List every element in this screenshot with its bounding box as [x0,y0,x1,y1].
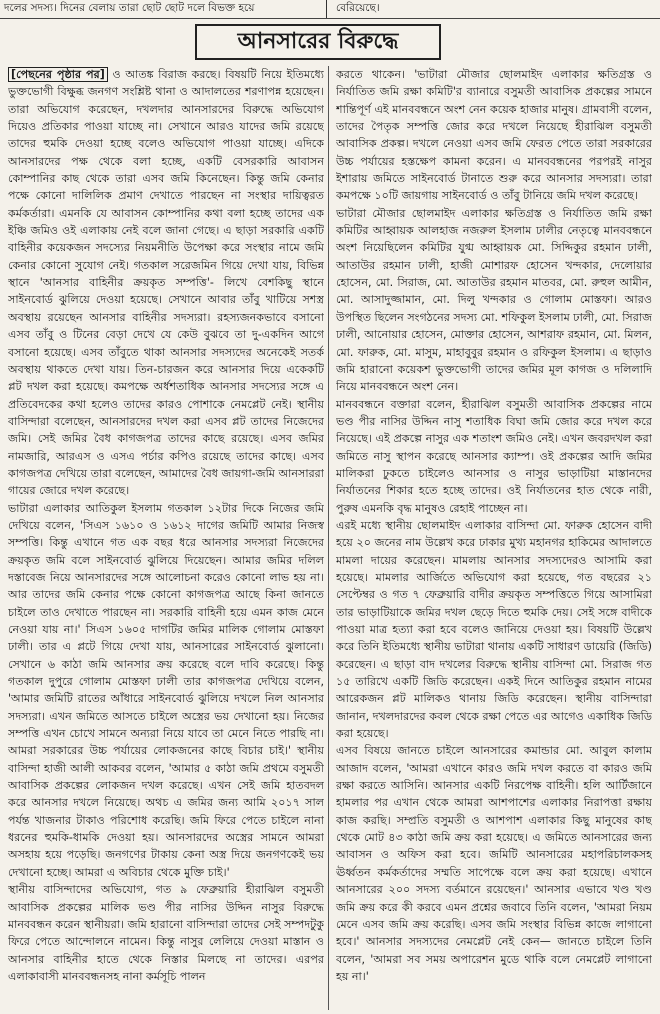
article-paragraph: ভাটারা এলাকার আতিকুল ইসলাম গতকাল ১২টার দিকে নিজের জমি দেখিয়ে বলেন, 'সিএস ১৬১০ ও ১৬১২ দাগের জমিটি আমার নিজস্ব সম্পত্তি। কিন্তু এখানে গত এক বছর ধরে আনসার সদস্যরা নিজেদের ক্রয়কৃত জমি বলে সাইনবোর্ড ঝুলিয়ে দিয়েছেন। আমার জমির দলিল দস্তাবেজ নিয়ে আনসারদের সঙ্গে আলোচনা করেও কোনো লাভ হয় না। আর তাদের জমি কেনার পক্ষে কোনো কাগজপত্র আছে কিনা জানতে চাইলে তাও দেখাতে পারছেন না। সরকারি বাহিনী হয়ে এমন কাজ মেনে নেওয়া যায় না।' সিএস ১৬০৫ দাগটির জমির মালিক গোলাম মোস্তফা ঢালী। তার এ প্লটে গিয়ে দেখা যায়, আনসারের সাইনবোর্ড ঝুলানো। সেখানে ৬ কাঠা জমি আনসার ক্রয় করেছে বলে দাবি করেছে। কিন্তু গতকাল দুপুরে গোলাম মোস্তফা ঢালী তার কাগজপত্র দেখিয়ে বলেন, 'আমার জমিটি রাতের আঁধারে সাইনবোর্ড ঝুলিয়ে দখলে নিল আনসার সদস্যরা। এখন জমিতে আসতে চাইলে অস্ত্রের ভয় দেখানো হয়। নিজের সম্পত্তি এখন চোখে সামনে অন্যরা নিয়ে যাবে তা মেনে নিতে পারছি না। আমরা সরকারের উচ্চ পর্যায়ের লোকজনের কাছে বিচার চাই।' স্থানীয় বাসিন্দা হাজী আলী আকবর বলেন, 'আমার ৫ কাঠা জমি প্রথমে বসুমতী আবাসিক প্রকল্পের লোকজন দখল করেছে। এখন সেই জমি হাতবদল করে আনসার দখলে নিয়েছে। অথচ এ জমির জন্য আমি ২০১৭ সাল পর্যন্ত খাজনার টাকাও পরিশোধ করেছি। জমি ফিরে পেতে চাইলে নানা ধরনের হুমকি-ধামকি দেওয়া হয়। আনসারদের অস্ত্রের সামনে আমরা অসহায় হয়ে পড়েছি। জনগণের টাকায় কেনা অস্ত্র দিয়ে জনগণকেই ভয় দেখানো হচ্ছে। আমরা এ অবিচার থেকে মুক্তি চাই।' [8,501,324,879]
article-paragraph [8,66,324,500]
article-headline: আনসারের বিরুদ্ধে [195,24,441,60]
article-paragraph: করতে থাকেন। 'ভাটারা মৌজার ছোলমাইদ এলাকার ক্ষতিগ্রস্ত ও নির্যাতিত জমি রক্ষা কমিটি'র ব্যানারে বসুমতী আবাসিক প্রকল্পের সামনে শান্তিপূর্ণ এই মানববন্ধনে অংশ নেন কয়েক হাজার মানুষ। গ্রামবাসী বলেন, তাদের পৈতৃক সম্পত্তি জোর করে দখলে নিয়েছে হীরাঝিল বসুমতী আবাসিক প্রকল্প। দখলে নেওয়া এসব জমি ফেরত পেতে তারা সরকারের উচ্চ পর্যায়ের হস্তক্ষেপ কামনা করেন। এ মানববন্ধনের পরপরই নাসুর ইশারায় জমিতে সাইনবোর্ড টানাতে শুরু করে আনসার সদস্যরা। তারা কমপক্ষে ১০টি জায়গায় সাইনবোর্ড ও তাঁবু টানিয়ে জমি দখল করেছে। [336,68,652,203]
article-paragraph: এরই মধ্যে স্থানীয় ছোলমাইদ এলাকার বাসিন্দা মো. ফারুক হোসেন বাদী হয়ে ২০ জনের নাম উল্লেখ করে ঢাকার মুখ্য মহানগর হাকিমের আদালতে মামলা দায়ের করেছেন। মামলায় আনসার সদস্যদেরও আসামি করা হয়েছে। মামলার আর্জিতে অভিযোগ করা হয়েছে, গত বছরের ২১ সেপ্টেম্বর ও গত ৭ ফেব্রুয়ারি বাদীর ক্রয়কৃত সম্পত্তিতে গিয়ে আসামিরা তার ভাড়াটিয়াকে জমির দখল ছেড়ে দিতে হুমকি দেয়। সেই সঙ্গে বাদীকে পাওয়া মাত্র হত্যা করা হবে বলেও জানিয়ে দেওয়া হয়। বিষয়টি উল্লেখ করে তিনি ইতিমধ্যে স্থানীয় ভাটারা থানায় একটি সাধারণ ডায়েরি (জিডি) করেছেন। এ ছাড়া বাদ দখলের বিরুদ্ধে স্থানীয় বাসিন্দা মো. সিরাজ গত ১৫ তারিখে একটি জিডি করেছেন। একই দিনে আতিকুর রহমান নামের আরেকজন প্লট মালিকও থানায় জিডি করেছেন। স্থানীয় বাসিন্দারা জানান, দখলদারদের কবল থেকে রক্ষা পেতে এর আগেও একাধিক জিডি করা হয়েছে। [336,518,652,741]
continued-from-marker: [পেছনের পৃষ্ঠার পর] [8,67,108,82]
previous-article-fragment-right: বেরিয়েছে। [336,2,380,14]
article-column-left [8,66,324,1010]
article-paragraph-text: ও আতঙ্ক বিরাজ করছে। বিষয়টি নিয়ে ইতিমধ্যে ভুক্তভোগী বিক্ষুব্ধ জনগণ সংশ্লিষ্ট থানা ও আদালতের শরণাপন্ন হয়েছেন। তারা অভিযোগ করেছেন, দখলদার আনসারদের বিরুদ্ধে অভিযোগ দিয়েও প্রতিকার পাওয়া যাচ্ছে না। সেখানে আরও যাদের জমি রয়েছে তাদের হুমকি দেওয়া হচ্ছে বলেও অভিযোগ পাওয়া যাচ্ছে। এদিকে আনসারদের পক্ষ থেকে বলা হচ্ছে, একটি বেসরকারি আবাসন কোম্পানির কাছ থেকে তারা এসব জমি কিনেছেন। কিন্তু জমি কেনার পক্ষে কোনো দালিলিক প্রমাণ দেখাতে পারছেন না সংস্থার দায়িত্বরত কর্মকর্তারা। এমনকি যে আবাসন কোম্পানির কথা বলা হচ্ছে তাদের এক ইঞ্চি জমিও ওই এলাকায় নেই বলে জানা গেছে। এ ছাড়া সরকারি একটি বাহিনীর কয়েকজন সদস্যের নিয়মনীতি উপেক্ষা করে সংস্থার নামে জমি কেনার কোনো সুযোগ নেই। গতকাল সরেজমিন গিয়ে দেখা যায়, বিভিন্ন স্থানে 'আনসার বাহিনীর ক্রয়কৃত সম্পত্তি'- লিখে বেশকিছু স্থানে সাইনবোর্ড ঝুলিয়ে দেওয়া হয়েছে। সেখানে আবার তাঁবু খাটিয়ে সশস্ত্র অবস্থায় রয়েছেন আনসার বাহিনীর সদস্যরা। রহস্যজনকভাবে বসানো এসব তাঁবু ও টিনের বেড়া দেখে যে কেউ বুঝবে তা দু-একদিন আগে বসানো হয়েছে। এসব তাঁবুতে থাকা আনসার সদস্যদের অনেকেই সতর্ক অবস্থায় থাকতে দেখা যায়। তিন-চারজন করে আনসার দিয়ে একেকটি প্লট দখল করা হয়েছে। কমপক্ষে অর্ধশতাধিক আনসার সদস্যের সঙ্গে এ প্রতিবেদকের কথা হলেও তাদের কারও পোশাকে নেমপ্লেট নেই। স্থানীয় বাসিন্দারা বলেছেন, আনসারদের দখল করা এসব প্লট তাদের নিজেদের জমি। সেই জমির বৈধ কাগজপত্র তাদের কাছে রয়েছে। এসব জমির নামজারি, আরএস ও এসএ পর্চার কপিও রয়েছে তাদের কাছে। এসব কাগজপত্র দেখিয়ে তারা বলেছেন, আমাদের বৈধ জায়গা-জমি আনসাররা গায়ের জোরে দখল করেছে। [8,68,324,498]
previous-article-fragment-left: দলের সদস্য। দিনের বেলায় তারা ছোট ছোট দলে বিভক্ত হয়ে [4,2,255,14]
column-rule [328,66,329,1010]
previous-article-fragment [0,0,660,19]
article-paragraph: স্থানীয় বাসিন্দাদের অভিযোগ, গত ৯ ফেব্রুয়ারি হীরাঝিল বসুমতী আবাসিক প্রকল্পের মালিক ভণ্ড পীর নাসির উদ্দিন নাসুর বিরুদ্ধে মানববন্ধন করেন স্থানীয়রা। জমি হারানো বাসিন্দারা তাদের সেই সম্পদটুকু ফিরে পেতে আন্দোলনে নামেন। কিন্তু নাসুর লেলিয়ে দেওয়া মাস্তান ও আনসার বাহিনীর হাতে থেকে নিস্তার মিলছে না তাদের। এরপর এলাকাবাসী মানববন্ধনসহ নানা কর্মসূচি পালন [8,883,324,983]
column-divider-top [326,0,327,18]
article-column-right [336,66,652,1010]
article-paragraph: ভাটারা মৌজার ছোলমাইদ এলাকার ক্ষতিগ্রস্ত ও নির্যাতিত জমি রক্ষা কমিটির আহ্বায়ক আলহাজ নজরুল ইসলাম ঢালীর নেতৃত্বে মানববন্ধনে অংশ নিয়েছিলেন কমিটির যুগ্ম আহ্বায়ক মো. সিদ্দিকুর রহমান ঢালী, আতাউর রহমান ঢালী, হাজী মোশারফ হোসেন খন্দকার, দেলোয়ার হোসেন, মো. সিরাজ, মো. আতাউর রহমান মাতবর, মো. রুহুল আমীন, মো. আসাদুজ্জামান, মো. দিলু খন্দকার ও গোলাম মোস্তফা। আরও উপস্থিত ছিলেন সংগঠনের সদস্য মো. শফিকুল ইসলাম ঢালী, মো. সিরাজ ঢালী, আনোয়ার হোসেন, মোক্তার হোসেন, আশরাফ রহমান, মো. মিলন, মো. ফারুক, মো. মাসুম, মাহাবুবুর রহমান ও রফিকুল ইসলাম। এ ছাড়াও জমি হারানো কয়েকশ ভুক্তভোগী তাদের জমির মূল কাগজ ও দলিলাদি নিয়ে মানববন্ধনে অংশ নেন। [336,206,652,394]
article-paragraph: এসব বিষয়ে জানতে চাইলে আনসারের কমান্ডার মো. আবুল কালাম আজাদ বলেন, 'আমরা এখানে কারও জমি দখল করতে বা কারও জমি রক্ষা করতে আসিনি। আনসার একটি নিরপেক্ষ বাহিনী। হলি আর্টিজানে হামলার পর এখান থেকে আমরা আশপাশের এলাকার নিরাপত্তা রক্ষায় কাজ করছি। সম্প্রতি বসুমতী ও আশপাশ এলাকার কিছু মানুষের কাছ থেকে মোট ৪৩ কাঠা জমি ক্রয় করা হয়েছে। এ জমিতে আনসারের জন্য আবাসন ও অফিস করা হবে। জমিটি আনসারের মহাপরিচালকসহ ঊর্ধ্বতন কর্মকর্তাদের সম্মতি সাপেক্ষে বলে ক্রয় করা হয়েছে। এখানে আনসারের ২০০ সদস্য বর্তমানে রয়েছেন।' আনসার এভাবে খণ্ড খণ্ড জমি ক্রয় করে কী করবে এমন প্রশ্নের জবাবে তিনি বলেন, 'আমরা নিয়ম মেনে এসব জমি ক্রয় করেছি। এসব জমি সংস্থার বিভিন্ন কাজে লাগানো হবে।' আনসার সদস্যদের নেমপ্লেট নেই কেন— জানতে চাইলে তিনি বলেন, 'আমরা সব সময় অপারেশন মুডে থাকি বলে নেমপ্লেট লাগানো হয় না।' [336,744,652,983]
article-paragraph: মানববন্ধনে বক্তারা বলেন, হীরাঝিল বসুমতী আবাসিক প্রকল্পের নামে ভণ্ড পীর নাসির উদ্দিন নাসু শতাধিক বিঘা জমি জোর করে দখল করে নিয়েছে। এই প্রকল্পে নাসুর এক শতাংশ জমিও নেই। এখন জবরদখল করা জমিতে নাসু স্থাপন করেছে আনসার ক্যাম্প। ওই প্রকল্পের আদি জমির মালিকরা ঢুকতে চাইলেও আনসার ও নাসুর ভাড়াটিয়া মাস্তানদের নির্যাতনের শিকার হতে হচ্ছে তাদের। ওই নির্যাতনের হাত থেকে নারী, পুরুষ এমনকি বৃদ্ধ মানুষও রেহাই পাচ্ছেন না। [336,397,652,515]
